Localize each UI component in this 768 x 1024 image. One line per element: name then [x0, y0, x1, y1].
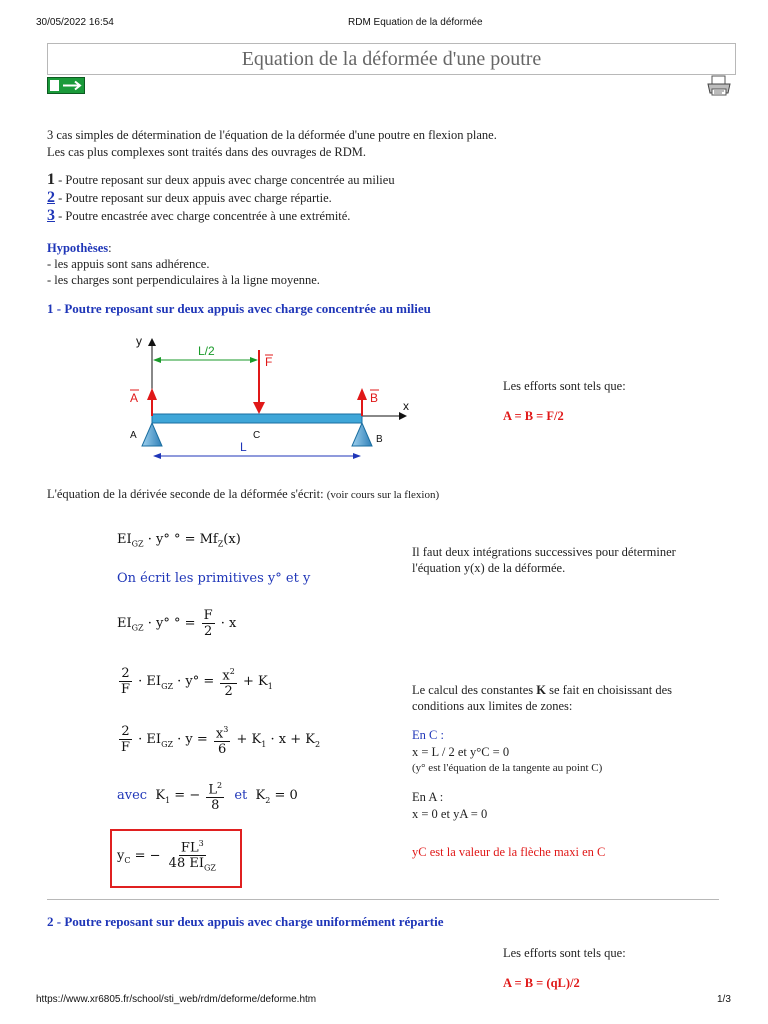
case-text-3: - Poutre encastrée avec charge concentrée à une extrémité.	[55, 209, 351, 223]
en-c-condition: x = L / 2 et y°C = 0	[412, 745, 510, 759]
beam	[152, 414, 362, 423]
en-a-condition: x = 0 et yA = 0	[412, 807, 488, 821]
case-text-2: - Poutre reposant sur deux appuis avec charge répartie.	[55, 191, 332, 205]
section-2-efforts-result: A = B = (qL)/2	[503, 976, 580, 990]
constants-text: Le calcul des constantes K se fait en choisissant des conditions aux limites de zones:	[412, 683, 673, 713]
reaction-a-label: A	[130, 391, 139, 405]
equation-5: avec $K_1$ = − $\frac{L^2}{8}$ et $K_2 = 0$	[117, 778, 298, 813]
derivative-text: L'équation de la dérivée seconde de la déformée s'écrit:	[47, 487, 327, 501]
print-doc-title: RDM Equation de la déformée	[348, 17, 483, 28]
support-b	[352, 423, 372, 446]
efforts-result: A = B = F/2	[503, 409, 564, 423]
equation-3: $\frac{2}{F}$ · $EI_{GZ} \cdot y^\circ$ = $\frac{x^2}{2}$ + $K_1$	[117, 664, 273, 699]
primitives-line: On écrit les primitives y° et y	[117, 571, 311, 586]
force-label: F	[265, 355, 273, 369]
fleche-note: yC est la valeur de la flèche maxi en C	[412, 845, 606, 859]
half-length-label: L/2	[198, 344, 215, 358]
hypotheses-colon: :	[108, 241, 112, 255]
case-item-3	[47, 208, 350, 224]
derivative-intro	[47, 486, 439, 503]
page-title: Equation de la déformée d'une poutre	[241, 47, 542, 70]
hypothesis-item-1: - les appuis sont sans adhérence.	[47, 257, 210, 271]
case-link-3[interactable]: 3	[47, 207, 55, 224]
section-divider	[47, 899, 719, 900]
printer-icon[interactable]	[706, 74, 732, 98]
en-c-label: En C :	[412, 728, 444, 742]
print-datetime: 30/05/2022 16:54	[36, 17, 114, 28]
equation-1: $EI_{GZ} \cdot y^\circ$ ° = $Mf_Z(x)$	[117, 532, 241, 549]
beam-diagram	[120, 330, 420, 465]
hypothesis-item-2: - les charges sont perpendiculaires à la ligne moyenne.	[47, 273, 320, 287]
footer-page-number: 1/3	[717, 994, 731, 1005]
length-label: L	[240, 440, 247, 454]
derivative-note: (voir cours sur la flexion)	[326, 489, 440, 501]
section-1-title: 1 - Poutre reposant sur deux appuis avec charge concentrée au milieu	[47, 301, 431, 316]
integration-note: Il faut deux intégrations successives pour déterminer l'équation y(x) de la déformée.	[412, 545, 676, 575]
hypotheses-heading	[47, 240, 112, 256]
page-title-box	[47, 43, 736, 75]
support-b-label: B	[376, 434, 383, 445]
en-a-label: En A :	[412, 790, 444, 804]
section-2-title: 2 - Poutre reposant sur deux appuis avec charge uniformément répartie	[47, 914, 444, 929]
intro-line-1: 3 cas simples de détermination de l'équation de la déformée d'une poutre en flexion plane.	[47, 128, 497, 142]
case-text-1: - Poutre reposant sur deux appuis avec charge concentrée au milieu	[55, 173, 395, 187]
en-c-note: (y° est l'équation de la tangente au point C)	[412, 762, 603, 774]
efforts-text: Les efforts sont tels que:	[503, 379, 626, 393]
equation-2: $EI_{GZ} \cdot y^\circ$ ° = $\frac{F}{2}$ · x	[117, 608, 237, 639]
footer-url[interactable]: https://www.xr6805.fr/school/sti_web/rdm/deforme/deforme.htm	[36, 994, 317, 1005]
equation-4: $\frac{2}{F}$ · $EI_{GZ} \cdot y$ = $\frac{x^3}{6}$ + $K_1 \cdot x + K_2$	[117, 722, 320, 757]
reaction-b-label: B	[370, 391, 379, 405]
exit-door-icon[interactable]	[47, 77, 85, 94]
case-item-1	[47, 172, 395, 188]
support-a	[142, 423, 162, 446]
case-number-1: 1	[47, 171, 55, 188]
section-2-efforts-text: Les efforts sont tels que:	[503, 946, 626, 960]
equation-6: $y_C$ = − $\frac{FL^3}{48 EI_{GZ}}$	[117, 836, 220, 876]
x-axis-label: x	[403, 399, 409, 413]
case-item-2	[47, 190, 332, 206]
case-link-2[interactable]: 2	[47, 189, 55, 206]
y-axis-label: y	[136, 334, 142, 348]
support-a-label: A	[130, 430, 137, 441]
hypotheses-title: Hypothèses	[47, 241, 109, 255]
intro-line-2: Les cas plus complexes sont traités dans des ouvrages de RDM.	[47, 145, 367, 159]
mid-point-label: C	[253, 430, 261, 441]
